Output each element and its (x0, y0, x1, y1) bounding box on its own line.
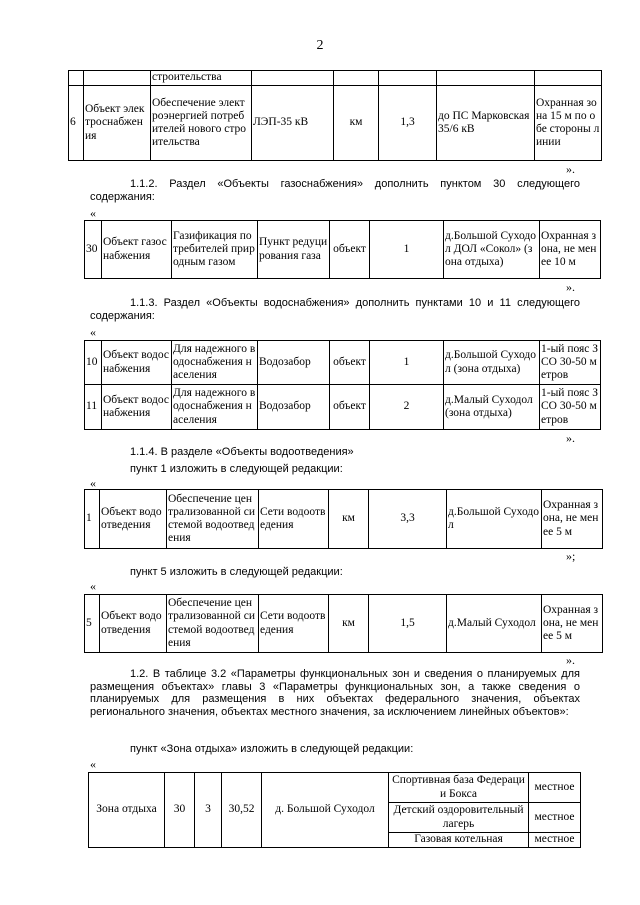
zone-point-text: пункт «Зона отдыха» изложить в следующей редакции: (130, 743, 414, 755)
table-water-supply (84, 340, 601, 430)
opening-quote: « (90, 757, 96, 771)
table-row: Газовая котельная местное (89, 833, 581, 848)
point-5-text: пункт 5 изложить в следующей редакции: (130, 566, 343, 578)
table-row: 11 Объект водоснабжения Для надежного водоснабжения населения Водозабор объект 2 д.Малый Суходол (зона отдыха) 1-ый пояс ЗСО 30-50 метров (85, 385, 601, 430)
table-row: 6 Объект электроснабжения Обеспечение электроэнергией потребителей нового строительства ЛЭП-35 кВ км 1,3 до ПС Марковская 35/6 кВ Охранная зона 15 м по обе стороны линии (69, 86, 602, 161)
section-1-1-2-text: 1.1.2. Раздел «Объекты газоснабжения» дополнить пунктом 30 следующего содержания: (90, 178, 580, 203)
section-1-1-3-text: 1.1.3. Раздел «Объекты водоснабжения» дополнить пунктами 10 и 11 следующего содержания: (90, 297, 580, 322)
point-1-text: пункт 1 изложить в следующей редакции: (130, 463, 343, 475)
table-gas (84, 220, 601, 279)
opening-quote: « (90, 206, 96, 220)
closing-quote: ». (566, 280, 575, 294)
closing-quote: ». (566, 162, 575, 176)
table-recreation-zone (88, 772, 581, 848)
table-row: 1 Объект водоотведения Обеспечение централизованной системой водоотведения Сети водоотведения км 3,3 д.Большой Суходол Охранная зона, не менее 5 м (85, 490, 603, 549)
opening-quote: « (90, 325, 96, 339)
page-number: 2 (316, 38, 324, 53)
table-sewerage-5 (84, 594, 603, 653)
table-electricity (68, 70, 602, 161)
table-sewerage-1 (84, 489, 603, 549)
closing-quote: ». (566, 431, 575, 445)
table-row: Зона отдыха 30 3 30,52 д. Большой Суходол Спортивная база Федерации Бокса местное (89, 773, 581, 803)
closing-quote: ». (566, 653, 575, 667)
opening-quote: « (90, 476, 96, 490)
section-1-1-4-heading: 1.1.4. В разделе «Объекты водоотведения» (130, 446, 354, 458)
table-row: строительства (69, 71, 602, 86)
table-row: Детский оздоровительный лагерь местное (89, 803, 581, 833)
opening-quote: « (90, 579, 96, 593)
table-row: 30 Объект газоснабжения Газификация потребителей природным газом Пункт редуцирования газа объект 1 д.Большой Суходол ДОЛ «Сокол» (зона отдыха) Охранная зона, не менее 10 м (85, 221, 601, 279)
closing-quote: »; (566, 549, 576, 563)
table-row: 10 Объект водоснабжения Для надежного водоснабжения населения Водозабор объект 1 д.Большой Суходол (зона отдыха) 1-ый пояс ЗСО 30-50 метров (85, 341, 601, 385)
table-row: 5 Объект водоотведения Обеспечение централизованной системой водоотведения Сети водоотведения км 1,5 д.Малый Суходол Охранная зона, не менее 5 м (85, 595, 603, 653)
section-1-2-text: 1.2. В таблице 3.2 «Параметры функциональных зон и сведения о планируемых для размещения объектах» главы 3 «Параметры функциональных зон, а также сведения о планируемых для размещения в них объектах федерального значения, объектах регионального значения, объектах местного значения, за исключением линейных объектов»: (90, 668, 580, 718)
